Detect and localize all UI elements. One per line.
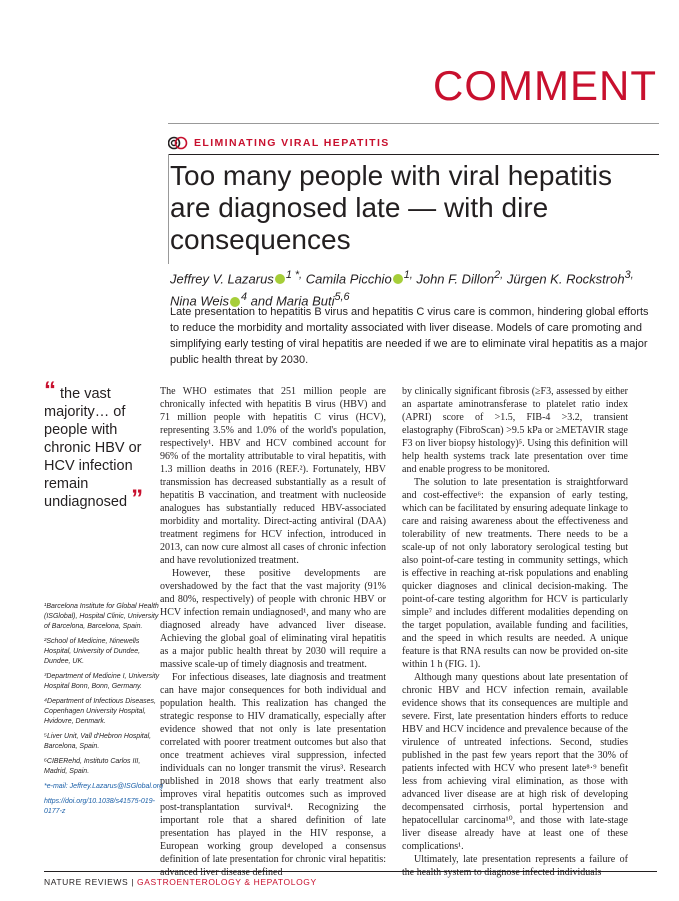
author-name: Jürgen K. Rockstroh	[506, 271, 625, 287]
body-paragraph: Although many questions about late presentation of chronic HBV and HCV infection remain, available evidence shows that its consequences are multiple and severe. First, late presentation hinders efforts to reduce HBV and HCV incidence and prevalence because of the virulence of untreated infections. Second, studies published in the past few years report that the 30% of patients infected with HCV who present late⁸·⁹ benefit less from achieving viral elimination, as those with advanced liver disease are at high risk of developing decompensated cirrhosis, portal hypertension and hepatocellular carcinoma¹⁰, and those with late-stage liver disease already have at least one of these complications¹.	[402, 672, 628, 852]
body-paragraph: For infectious diseases, late diagnosis and treatment can have major consequences for both individual and population health. This realization has changed the strategic response to HIV dramatically, especially after evidence showed that not only is late presentation correlated with poorer treatment outcomes but also that once treatment achieves viral suppression, infected individuals can no longer transmit the virus³. Research published in 2018 shows that early treatment also improves viral hepatitis outcomes such as improved post-transplantation survival⁴. Recognizing the important role that a shared definition of late presentation has played in the HIV response, a European working group developed a consensus definition of late presentation for chronic viral hepatitis: advanced liver disease defined	[160, 672, 386, 878]
body-paragraph: The WHO estimates that 251 million people are chronically infected with hepatitis B virus (HBV) and 71 million people with hepatitis C virus (HCV), representing 3.5% and 1.0% of the world's population, respectively¹. HBV and HCV combined account for 96% of the mortality attributable to viral hepatitis, with 1.3 million deaths in 2016 (REF.²). Fortunately, HBV transmission has decreased substantially as a result of hepatitis B vaccination, and treatment with nucleoside analogues has substantially reduced HBV-associated morbidity and mortality. Direct-acting antiviral (DAA) treatment regimens for HCV infection, introduced in 2013, can now cure almost all cases of chronic infection and have revolutionized treatment.	[160, 386, 386, 566]
author-affiliation-marker: 3,	[624, 269, 634, 281]
open-quote-icon: “	[44, 377, 56, 404]
title-border	[168, 154, 169, 264]
kicker	[168, 136, 390, 150]
doi-link[interactable]: https://doi.org/10.1038/s41575-019-0177-z	[44, 798, 155, 815]
footer-separator: |	[131, 877, 138, 887]
footer-subjournal: GASTROENTEROLOGY & HEPATOLOGY	[137, 877, 317, 887]
orcid-icon[interactable]	[275, 274, 285, 284]
section-heading: COMMENT	[433, 62, 657, 109]
body-paragraph: However, these positive developments are overshadowed by the fact that the vast majority (91% and 80%, respectively) of people with chronic HBV or HCV infection remain undiagnosed¹, and many who are diagnosed already have advanced liver disease. Achieving the global goal of eliminating viral hepatitis as a major public health threat by 2030 will require a massive scale-up of timely diagnosis and treatment.	[160, 568, 386, 670]
affiliation: ¹Barcelona Institute for Global Health (ISGlobal), Hospital Clinic, University of Barcelona, Barcelona, Spain.	[44, 603, 159, 630]
kicker-label: ELIMINATING VIRAL HEPATITIS	[194, 137, 390, 149]
footer-rule	[44, 871, 657, 872]
affiliation: ⁵Liver Unit, Vall d'Hebron Hospital, Barcelona, Spain.	[44, 733, 152, 750]
body-paragraph: by clinically significant fibrosis (≥F3, assessed by either an aspartate aminotransferase to platelet ratio index (APRI) score of >1.5, FIB-4 >3.2, transient elastography (FibroScan) >9.5 kPa or ≥METAVIR stage F3 on liver biopsy histology)⁵. Using this definition will help health systems track late presentation over time and enable progress to be monitored.	[402, 386, 628, 475]
body-paragraph: Ultimately, late presentation represents a failure of the health system to diagnose infected individuals	[402, 854, 628, 878]
close-quote-icon: ”	[131, 485, 144, 512]
author-affiliation-marker: 1,	[403, 269, 413, 281]
pull-quote	[44, 377, 164, 512]
affiliation: ⁶CIBERehd, Instituto Carlos III, Madrid, Spain.	[44, 758, 141, 775]
author-name: and Maria Buti	[250, 293, 335, 309]
author-name: John F. Dillon	[416, 271, 495, 287]
author-name: Nina Weis	[170, 293, 230, 309]
author-affiliation-marker: 5,6	[334, 291, 350, 304]
body-paragraph: The solution to late presentation is straightforward and cost-effective⁶: the expansion of early testing, which can be facilitated by ensuring adequate linkage to care and raising awareness about the effectiveness and tolerability of new treatments. There needs to be a scale-up of not only laboratory serological testing but also point-of-care testing in community settings, which is effective in reaching at-risk populations and enabling quicker diagnoses and clinical decision-making. The point-of-care testing algorithm for HCV is particularly simple⁷ and includes different modalities depending on the target population, available funding and facilities, and the speed in which results are needed. A unique feature is that RNA results can now be provided on-site within 1 h (FIG. 1).	[402, 477, 628, 670]
top-rule	[168, 123, 659, 124]
footer-journal: NATURE REVIEWS	[44, 877, 129, 887]
author-name: Jeffrey V. Lazarus	[170, 271, 274, 287]
email-link[interactable]: *e-mail: Jeffrey.Lazarus@ISGlobal.org	[44, 783, 164, 790]
author-affiliation-marker: 4	[241, 291, 248, 304]
affiliations	[44, 602, 164, 822]
article-title: Too many people with viral hepatitis are diagnosed late — with dire consequences	[170, 160, 613, 255]
kicker-rule	[168, 154, 659, 155]
orcid-icon[interactable]	[393, 274, 403, 284]
pull-quote-text: the vast majority… of people with chronic HBV or HCV infection remain undiagnosed	[44, 386, 142, 510]
series-logo-icon	[168, 136, 188, 150]
affiliation: ³Department of Medicine I, University Hospital Bonn, Bonn, Germany.	[44, 673, 160, 690]
affiliation: ⁴Department of Infectious Diseases, Copenhagen University Hospital, Hvidovre, Denmark.	[44, 698, 156, 725]
author-affiliation-marker: 2,	[494, 269, 504, 281]
author-name: Camila Picchio	[305, 271, 392, 287]
footer	[44, 877, 657, 887]
affiliation: ²School of Medicine, Ninewells Hospital, University of Dundee, Dundee, UK.	[44, 638, 141, 665]
author-affiliation-marker: 1 *,	[285, 269, 303, 281]
body-column-2	[402, 385, 628, 879]
standfirst: Late presentation to hepatitis B virus and hepatitis C virus care is common, hindering global efforts to reduce the morbidity and mortality associated with liver disease. Models of care promoting and simplifying early testing of viral hepatitis are needed if we are to eliminate viral hepatitis as a major public health threat by 2030.	[170, 306, 649, 366]
body-column-1	[160, 385, 386, 879]
